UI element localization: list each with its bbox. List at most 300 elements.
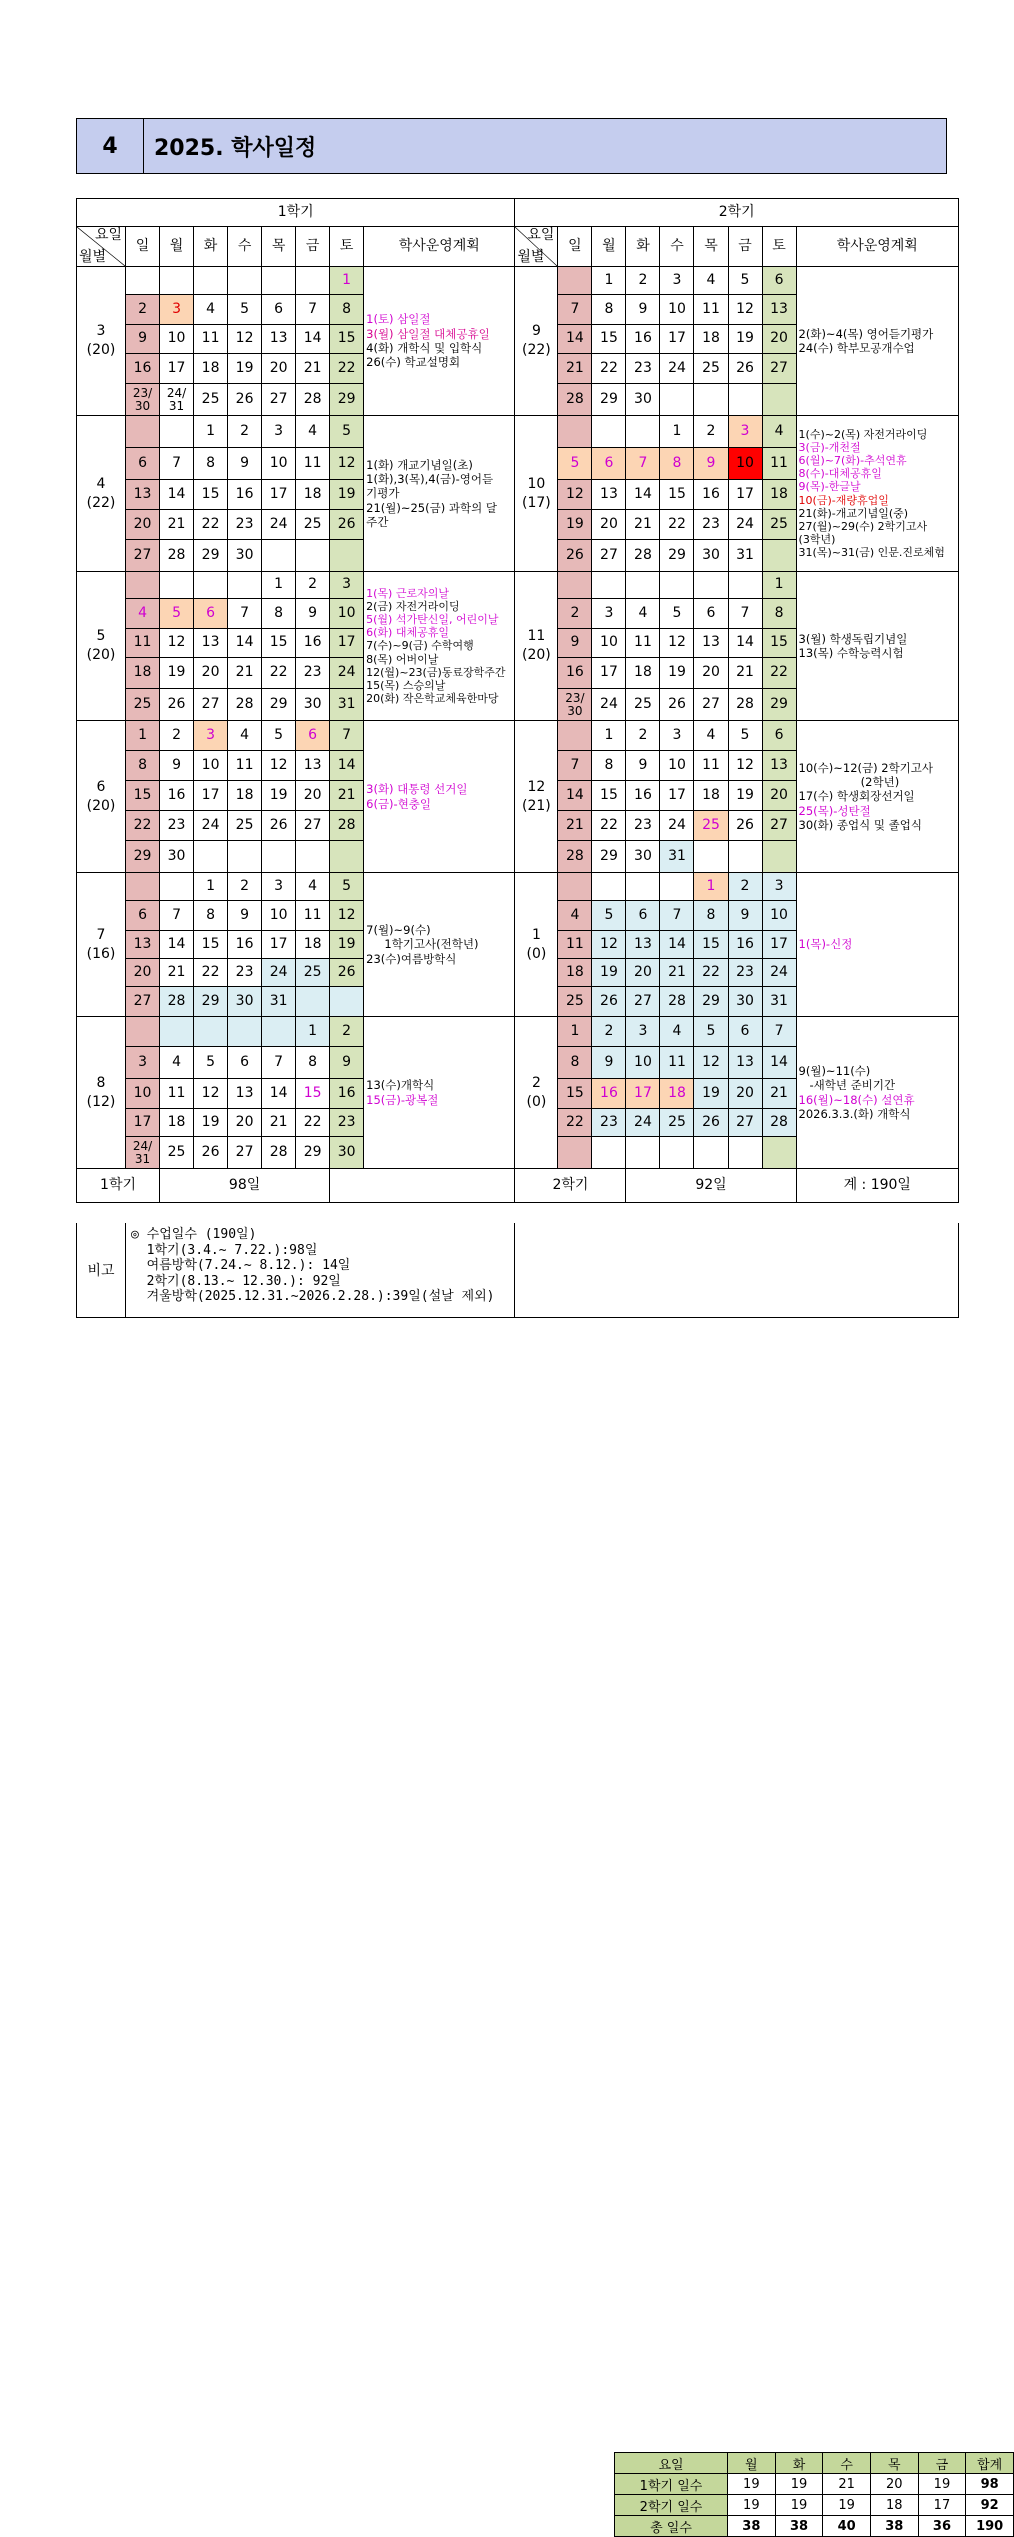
days-value: 17 — [918, 2495, 966, 2516]
day-cell: 15 — [296, 1079, 330, 1109]
day-cell: 5 — [330, 873, 364, 901]
day-cell: 27 — [592, 540, 626, 572]
day-cell: 1 — [296, 1017, 330, 1047]
day-cell: 12 — [558, 480, 592, 510]
day-cell: 26 — [728, 354, 762, 384]
day-cell: 12 — [728, 751, 762, 781]
day-cell: 18 — [694, 325, 728, 354]
day-cell: 16 — [558, 658, 592, 689]
day-cell: 6 — [126, 448, 160, 480]
notes-line: 2학기(8.13.~ 12.30.): 92일 — [131, 1273, 341, 1289]
day-cell: 30 — [228, 540, 262, 572]
day-cell: 19 — [330, 931, 364, 959]
event-item: 25(목)-성탄절 — [798, 803, 871, 818]
event-item: 7(월)~9(수) — [366, 922, 431, 937]
semester1-total-days: 98일 — [160, 1169, 330, 1203]
day-cell: 6 — [728, 1017, 762, 1047]
month-number: 5 — [96, 628, 106, 645]
day-cell: 4 — [228, 721, 262, 751]
day-cell: 9 — [296, 599, 330, 629]
day-cell: 16 — [228, 931, 262, 959]
day-cell: 28 — [228, 689, 262, 721]
day-cell: 20 — [262, 354, 296, 384]
event-item: 9(월)~11(수) — [798, 1063, 871, 1078]
event-item: 27(월)~29(수) 2학기고사 — [798, 519, 928, 533]
events-cell — [364, 721, 515, 873]
day-cell: 25 — [660, 1109, 694, 1137]
events-cell — [364, 267, 515, 416]
month-cell — [515, 572, 558, 721]
day-cell: 26 — [160, 689, 194, 721]
day-cell — [592, 1137, 626, 1169]
day-cell: 19 — [728, 325, 762, 354]
day-cell: 18 — [296, 480, 330, 510]
month-number: 9 — [531, 323, 541, 340]
day-cell: 15 — [330, 325, 364, 354]
day-cell: 22 — [194, 510, 228, 540]
day-cell: 10 — [126, 1079, 160, 1109]
days-value: 18 — [870, 2495, 918, 2516]
day-cell — [160, 416, 194, 448]
month-school-days: (17) — [522, 494, 551, 511]
day-cell: 24 — [728, 510, 762, 540]
semester1-header: 1학기 — [77, 199, 515, 227]
day-cell: 24 — [660, 354, 694, 384]
day-cell: 5 — [558, 448, 592, 480]
days-value: 36 — [918, 2516, 966, 2537]
day-cell: 29 — [296, 1137, 330, 1169]
day-cell: 26 — [728, 811, 762, 841]
event-item: 16(월)~18(수) 설연휴 — [798, 1092, 915, 1107]
day-cell: 20 — [194, 658, 228, 689]
event-item: 3(화) 대통령 선거일 — [366, 782, 468, 797]
day-cell: 24 — [330, 658, 364, 689]
days-table-header: 요일 — [615, 2453, 728, 2474]
day-cell: 16 — [296, 629, 330, 658]
day-cell — [558, 267, 592, 295]
event-item: 21(화)-개교기념일(중) — [798, 506, 909, 520]
day-cell: 11 — [126, 629, 160, 658]
day-cell: 20 — [126, 510, 160, 540]
event-item: 4(화) 개학식 및 입학식 — [366, 341, 483, 355]
month-number: 4 — [96, 475, 106, 492]
month-school-days: (22) — [86, 494, 116, 511]
day-cell: 8 — [262, 599, 296, 629]
day-cell: 28 — [558, 841, 592, 873]
day-cell: 5 — [194, 1047, 228, 1079]
month-number: 1 — [531, 926, 541, 943]
day-cell: 22 — [762, 658, 796, 689]
day-cell: 6 — [592, 448, 626, 480]
days-row-label: 총 일수 — [615, 2516, 728, 2537]
day-cell: 6 — [126, 901, 160, 931]
day-cell: 8 — [330, 295, 364, 325]
day-cell: 11 — [296, 901, 330, 931]
month-cell — [515, 1017, 558, 1169]
day-cell: 4 — [558, 901, 592, 931]
day-cell — [762, 384, 796, 416]
month-number: 12 — [527, 778, 546, 795]
month-number: 3 — [96, 323, 106, 340]
day-cell: 2 — [228, 416, 262, 448]
day-cell: 8 — [126, 751, 160, 781]
day-cell: 15 — [660, 480, 694, 510]
notes-line: 여름방학(7.24.~ 8.12.): 14일 — [131, 1258, 351, 1274]
semester1-total-label: 1학기 — [77, 1169, 160, 1203]
day-cell: 11 — [160, 1079, 194, 1109]
day-cell — [694, 1137, 728, 1169]
event-item: (3학년) — [798, 533, 836, 547]
day-cell: 28 — [762, 1109, 796, 1137]
day-cell: 7 — [160, 448, 194, 480]
event-item: 30(화) 종업식 및 졸업식 — [798, 818, 922, 833]
day-cell: 15 — [592, 325, 626, 354]
weekday-header: 토 — [762, 227, 796, 267]
day-cell: 10 — [160, 325, 194, 354]
day-cell: 21 — [762, 1079, 796, 1109]
day-cell: 17 — [262, 480, 296, 510]
day-cell — [626, 572, 660, 599]
day-cell: 19 — [558, 510, 592, 540]
day-cell — [160, 572, 194, 599]
day-cell: 29 — [262, 689, 296, 721]
day-cell: 7 — [296, 295, 330, 325]
day-cell: 2 — [626, 721, 660, 751]
month-number: 8 — [96, 1074, 106, 1091]
day-cell: 26 — [330, 959, 364, 987]
days-table-header: 화 — [775, 2453, 823, 2474]
day-cell: 2 — [330, 1017, 364, 1047]
day-cell: 20 — [126, 959, 160, 987]
day-cell: 23 — [228, 510, 262, 540]
event-item: 31(목)~31(금) 인문.진로체험 — [798, 546, 945, 560]
day-cell: 18 — [626, 658, 660, 689]
day-cell: 6 — [262, 295, 296, 325]
day-cell: 11 — [762, 448, 796, 480]
day-cell: 18 — [660, 1079, 694, 1109]
day-cell: 17 — [762, 931, 796, 959]
day-cell: 14 — [558, 781, 592, 811]
event-item: 1학기고사(전학년) — [366, 937, 479, 952]
day-cell: 16 — [228, 480, 262, 510]
day-cell: 29 — [330, 384, 364, 416]
day-cell — [728, 384, 762, 416]
day-cell: 23/ 30 — [126, 384, 160, 416]
day-cell: 15 — [558, 1079, 592, 1109]
day-cell — [660, 384, 694, 416]
day-cell — [762, 540, 796, 572]
day-cell: 1 — [126, 721, 160, 751]
month-cell — [515, 416, 558, 572]
day-cell: 19 — [728, 781, 762, 811]
day-cell: 9 — [626, 295, 660, 325]
day-cell: 15 — [126, 781, 160, 811]
events-cell — [796, 1017, 958, 1169]
day-cell — [762, 841, 796, 873]
day-cell — [194, 1017, 228, 1047]
corner-weekday-label: 요일 — [527, 227, 555, 243]
day-cell: 7 — [228, 599, 262, 629]
days-value: 38 — [870, 2516, 918, 2537]
day-cell: 19 — [160, 658, 194, 689]
day-cell: 30 — [330, 1137, 364, 1169]
day-cell: 10 — [194, 751, 228, 781]
day-cell: 28 — [558, 384, 592, 416]
month-cell — [77, 572, 126, 721]
day-cell: 1 — [194, 416, 228, 448]
day-cell: 14 — [660, 931, 694, 959]
day-cell: 22 — [262, 658, 296, 689]
day-cell: 25 — [160, 1137, 194, 1169]
day-cell: 26 — [660, 689, 694, 721]
day-cell: 4 — [194, 295, 228, 325]
event-item: 2(금) 자전거라이딩 — [366, 599, 460, 613]
notes-divider — [514, 1223, 515, 1317]
day-cell: 3 — [660, 721, 694, 751]
day-cell — [126, 416, 160, 448]
day-cell — [330, 987, 364, 1017]
day-cell: 10 — [262, 448, 296, 480]
day-cell: 7 — [262, 1047, 296, 1079]
day-cell: 6 — [296, 721, 330, 751]
day-cell: 14 — [296, 325, 330, 354]
day-cell: 3 — [592, 599, 626, 629]
day-cell: 12 — [728, 295, 762, 325]
notes-section — [76, 1223, 1004, 2536]
days-value: 92 — [966, 2495, 1014, 2516]
day-cell: 11 — [626, 629, 660, 658]
day-cell: 12 — [660, 629, 694, 658]
day-cell — [160, 873, 194, 901]
month-number: 2 — [531, 1074, 541, 1091]
day-cell: 13 — [762, 751, 796, 781]
day-cell: 25 — [694, 811, 728, 841]
days-value: 19 — [823, 2495, 871, 2516]
day-cell: 29 — [194, 540, 228, 572]
day-cell: 19 — [262, 781, 296, 811]
day-cell: 29 — [194, 987, 228, 1017]
day-cell: 10 — [728, 448, 762, 480]
day-cell: 28 — [296, 384, 330, 416]
days-value: 38 — [775, 2516, 823, 2537]
day-cell: 9 — [160, 751, 194, 781]
day-cell: 3 — [330, 572, 364, 599]
day-cell: 27 — [262, 384, 296, 416]
day-cell: 25 — [626, 689, 660, 721]
day-cell: 23 — [694, 510, 728, 540]
day-cell: 17 — [330, 629, 364, 658]
day-cell: 5 — [330, 416, 364, 448]
day-cell: 22 — [296, 1109, 330, 1137]
day-cell: 7 — [558, 295, 592, 325]
day-cell: 21 — [160, 510, 194, 540]
days-row-label: 1학기 일수 — [615, 2474, 728, 2495]
day-cell: 21 — [160, 959, 194, 987]
event-item: 1(화) 개교기념일(초) — [366, 457, 473, 472]
day-cell: 21 — [262, 1109, 296, 1137]
event-item: 20(화) 작은학교체육한마당 — [366, 692, 499, 706]
day-cell: 23 — [626, 354, 660, 384]
day-cell: 4 — [296, 416, 330, 448]
day-cell — [660, 1137, 694, 1169]
day-cell: 29 — [660, 540, 694, 572]
month-school-days: (21) — [522, 797, 551, 814]
day-cell: 1 — [762, 572, 796, 599]
day-cell: 4 — [660, 1017, 694, 1047]
day-cell: 6 — [762, 267, 796, 295]
semester2-total-label: 2학기 — [515, 1169, 626, 1203]
event-item: 2(화)~4(목) 영어듣기평가 — [798, 326, 934, 341]
day-cell: 18 — [762, 480, 796, 510]
day-cell: 17 — [194, 781, 228, 811]
day-cell — [228, 841, 262, 873]
day-cell: 22 — [592, 354, 626, 384]
day-cell: 19 — [228, 354, 262, 384]
days-table-header: 금 — [918, 2453, 966, 2474]
day-cell: 18 — [160, 1109, 194, 1137]
day-cell: 12 — [160, 629, 194, 658]
day-cell: 14 — [558, 325, 592, 354]
day-cell: 23 — [592, 1109, 626, 1137]
day-cell: 8 — [194, 901, 228, 931]
day-cell: 28 — [262, 1137, 296, 1169]
day-cell: 21 — [296, 354, 330, 384]
day-cell: 31 — [762, 987, 796, 1017]
event-item: 3(금)-개천절 — [798, 440, 861, 454]
events-cell — [364, 572, 515, 721]
day-cell: 28 — [626, 540, 660, 572]
day-cell: 23 — [296, 658, 330, 689]
day-cell: 18 — [194, 354, 228, 384]
day-cell: 2 — [592, 1017, 626, 1047]
day-cell: 8 — [660, 448, 694, 480]
event-item: 기평가 — [366, 486, 400, 501]
day-cell: 10 — [592, 629, 626, 658]
day-cell: 31 — [262, 987, 296, 1017]
events-cell — [364, 873, 515, 1017]
day-cell — [592, 416, 626, 448]
day-cell: 8 — [592, 751, 626, 781]
day-cell: 17 — [660, 781, 694, 811]
day-cell: 23 — [626, 811, 660, 841]
day-cell: 27 — [194, 689, 228, 721]
day-cell — [762, 1137, 796, 1169]
day-cell — [296, 540, 330, 572]
event-item: 3(월) 학생독립기념일 — [798, 631, 908, 646]
day-cell: 7 — [728, 599, 762, 629]
day-cell: 13 — [228, 1079, 262, 1109]
day-cell: 24 — [626, 1109, 660, 1137]
corner-cell — [515, 227, 558, 267]
day-cell: 2 — [558, 599, 592, 629]
days-table — [614, 2452, 1014, 2537]
day-cell: 20 — [694, 658, 728, 689]
day-cell: 14 — [262, 1079, 296, 1109]
day-cell: 2 — [160, 721, 194, 751]
day-cell: 13 — [194, 629, 228, 658]
day-cell: 19 — [330, 480, 364, 510]
plan-header: 학사운영계획 — [796, 227, 958, 267]
day-cell — [694, 572, 728, 599]
day-cell — [330, 841, 364, 873]
event-item: 21(월)~25(금) 과학의 달 — [366, 500, 497, 515]
day-cell: 3 — [762, 873, 796, 901]
day-cell — [194, 841, 228, 873]
day-cell — [296, 841, 330, 873]
month-school-days: (20) — [86, 647, 116, 663]
day-cell — [194, 572, 228, 599]
day-cell — [592, 873, 626, 901]
day-cell — [160, 1017, 194, 1047]
event-item: 주간 — [366, 515, 389, 530]
days-table-header: 합계 — [966, 2453, 1014, 2474]
day-cell: 9 — [694, 448, 728, 480]
day-cell — [626, 1137, 660, 1169]
day-cell: 26 — [262, 811, 296, 841]
day-cell: 16 — [728, 931, 762, 959]
day-cell: 17 — [660, 325, 694, 354]
day-cell: 19 — [694, 1079, 728, 1109]
event-item: 13(수)개학식 — [366, 1078, 435, 1093]
day-cell: 10 — [262, 901, 296, 931]
event-item: 23(수)여름방학식 — [366, 951, 457, 966]
day-cell: 28 — [160, 987, 194, 1017]
day-cell: 25 — [126, 689, 160, 721]
days-table-header: 목 — [870, 2453, 918, 2474]
day-cell: 30 — [694, 540, 728, 572]
day-cell: 31 — [330, 689, 364, 721]
day-cell: 5 — [592, 901, 626, 931]
day-cell: 15 — [194, 480, 228, 510]
month-school-days: (0) — [526, 945, 547, 962]
day-cell: 23 — [728, 959, 762, 987]
section-number: 4 — [77, 119, 144, 173]
day-cell: 27 — [296, 811, 330, 841]
day-cell: 18 — [126, 658, 160, 689]
day-cell: 8 — [592, 295, 626, 325]
day-cell: 10 — [660, 295, 694, 325]
day-cell: 11 — [660, 1047, 694, 1079]
month-number: 7 — [96, 926, 106, 943]
events-cell — [796, 873, 958, 1017]
month-cell — [515, 873, 558, 1017]
days-value: 19 — [775, 2495, 823, 2516]
day-cell: 25 — [296, 510, 330, 540]
grand-total: 계 : 190일 — [796, 1169, 958, 1203]
day-cell: 20 — [296, 781, 330, 811]
day-cell: 22 — [592, 811, 626, 841]
month-cell — [77, 267, 126, 416]
day-cell: 3 — [262, 873, 296, 901]
day-cell — [296, 267, 330, 295]
days-value: 21 — [823, 2474, 871, 2495]
month-cell — [515, 267, 558, 416]
day-cell: 15 — [762, 629, 796, 658]
day-cell: 3 — [126, 1047, 160, 1079]
weekday-header: 일 — [558, 227, 592, 267]
day-cell: 14 — [330, 751, 364, 781]
day-cell: 26 — [558, 540, 592, 572]
day-cell: 28 — [330, 811, 364, 841]
day-cell — [728, 572, 762, 599]
day-cell: 28 — [728, 689, 762, 721]
day-cell: 29 — [592, 384, 626, 416]
day-cell — [558, 721, 592, 751]
day-cell: 25 — [762, 510, 796, 540]
day-cell: 17 — [626, 1079, 660, 1109]
day-cell: 21 — [728, 658, 762, 689]
day-cell: 8 — [694, 901, 728, 931]
